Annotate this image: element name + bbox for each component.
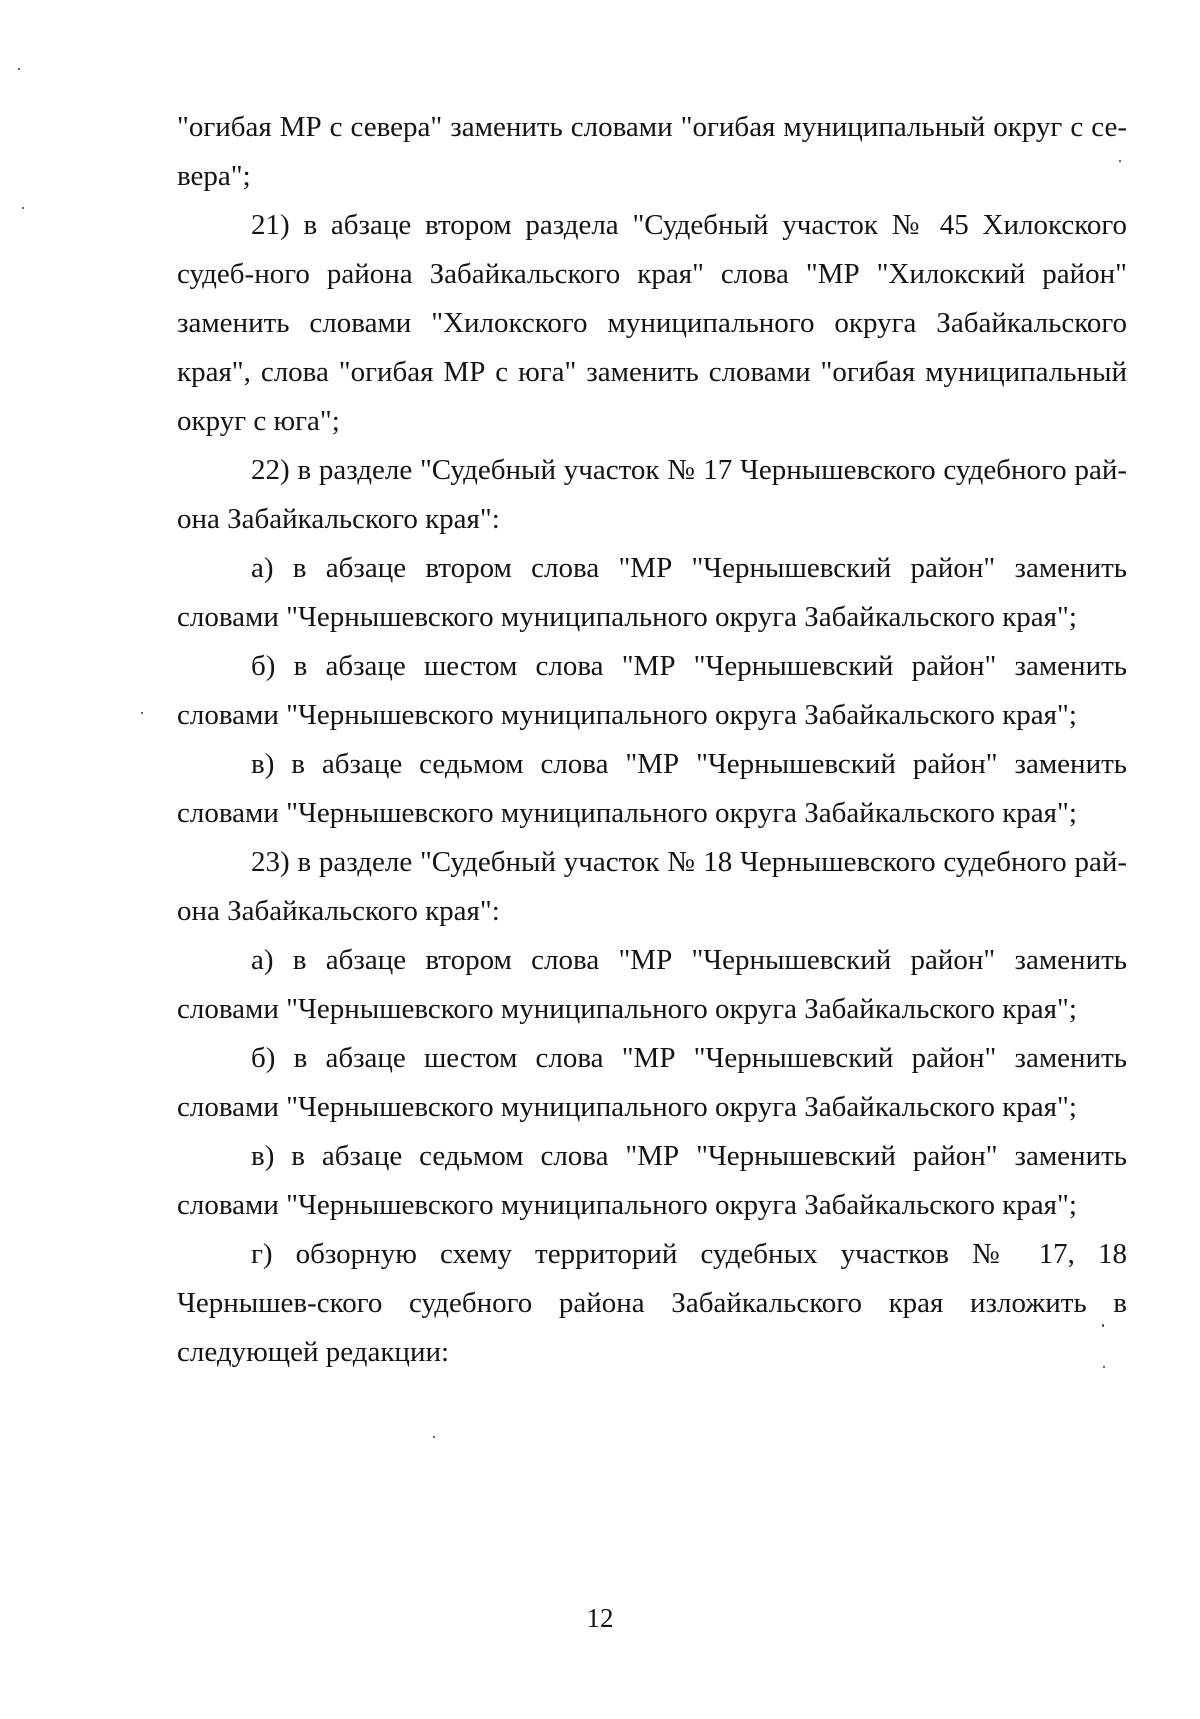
paragraph-item-22-a: а) в абзаце втором слова "МР "Чернышевский район" заменить словами "Чернышевского муниципального округа Забайкальского края"; [177,552,1127,633]
paragraph-item-23: 23) в разделе "Судебный участок № 18 Чернышевского судебного рай-она Забайкальского края": [177,846,1127,927]
paragraph-continuation: "огибая МР с севера" заменить словами "огибая муниципальный округ с се-вера"; [177,111,1127,192]
scan-speck [22,207,24,209]
scan-speck [1119,160,1121,162]
paragraph-item-23-v: в) в абзаце седьмом слова "МР "Чернышевский район" заменить словами "Чернышевского муниципального округа Забайкальского края"; [177,1140,1127,1221]
paragraph-item-23-g: г) обзорную схему территорий судебных участков № 17, 18 Чернышев-ского судебного района Забайкальского края изложить в следующей редакции: [177,1238,1127,1368]
paragraph-item-23-a: а) в абзаце втором слова "МР "Чернышевский район" заменить словами "Чернышевского муниципального округа Забайкальского края"; [177,944,1127,1025]
scan-speck [433,1436,435,1438]
document-body [177,103,1127,1377]
scan-speck [1103,1366,1105,1368]
paragraph-item-22: 22) в разделе "Судебный участок № 17 Чернышевского судебного рай-она Забайкальского края": [177,454,1127,535]
paragraph-item-21: 21) в абзаце втором раздела "Судебный участок № 45 Хилокского судеб-ного района Забайкальского края" слова "МР "Хилокский район" заменить словами "Хилокского муниципального округа Забайкальского края", слова "огибая МР с юга" заменить словами "огибая муниципальный округ с юга"; [177,209,1127,437]
page-number: 12 [586,1603,614,1633]
paragraph-item-22-b: б) в абзаце шестом слова "МР "Чернышевский район" заменить словами "Чернышевского муниципального округа Забайкальского края"; [177,650,1127,731]
paragraph-item-22-v: в) в абзаце седьмом слова "МР "Чернышевский район" заменить словами "Чернышевского муниципального округа Забайкальского края"; [177,748,1127,829]
scan-speck [141,712,143,714]
scan-speck [18,68,20,70]
paragraph-item-23-b: б) в абзаце шестом слова "МР "Чернышевский район" заменить словами "Чернышевского муниципального округа Забайкальского края"; [177,1042,1127,1123]
scan-speck [1102,1324,1104,1327]
